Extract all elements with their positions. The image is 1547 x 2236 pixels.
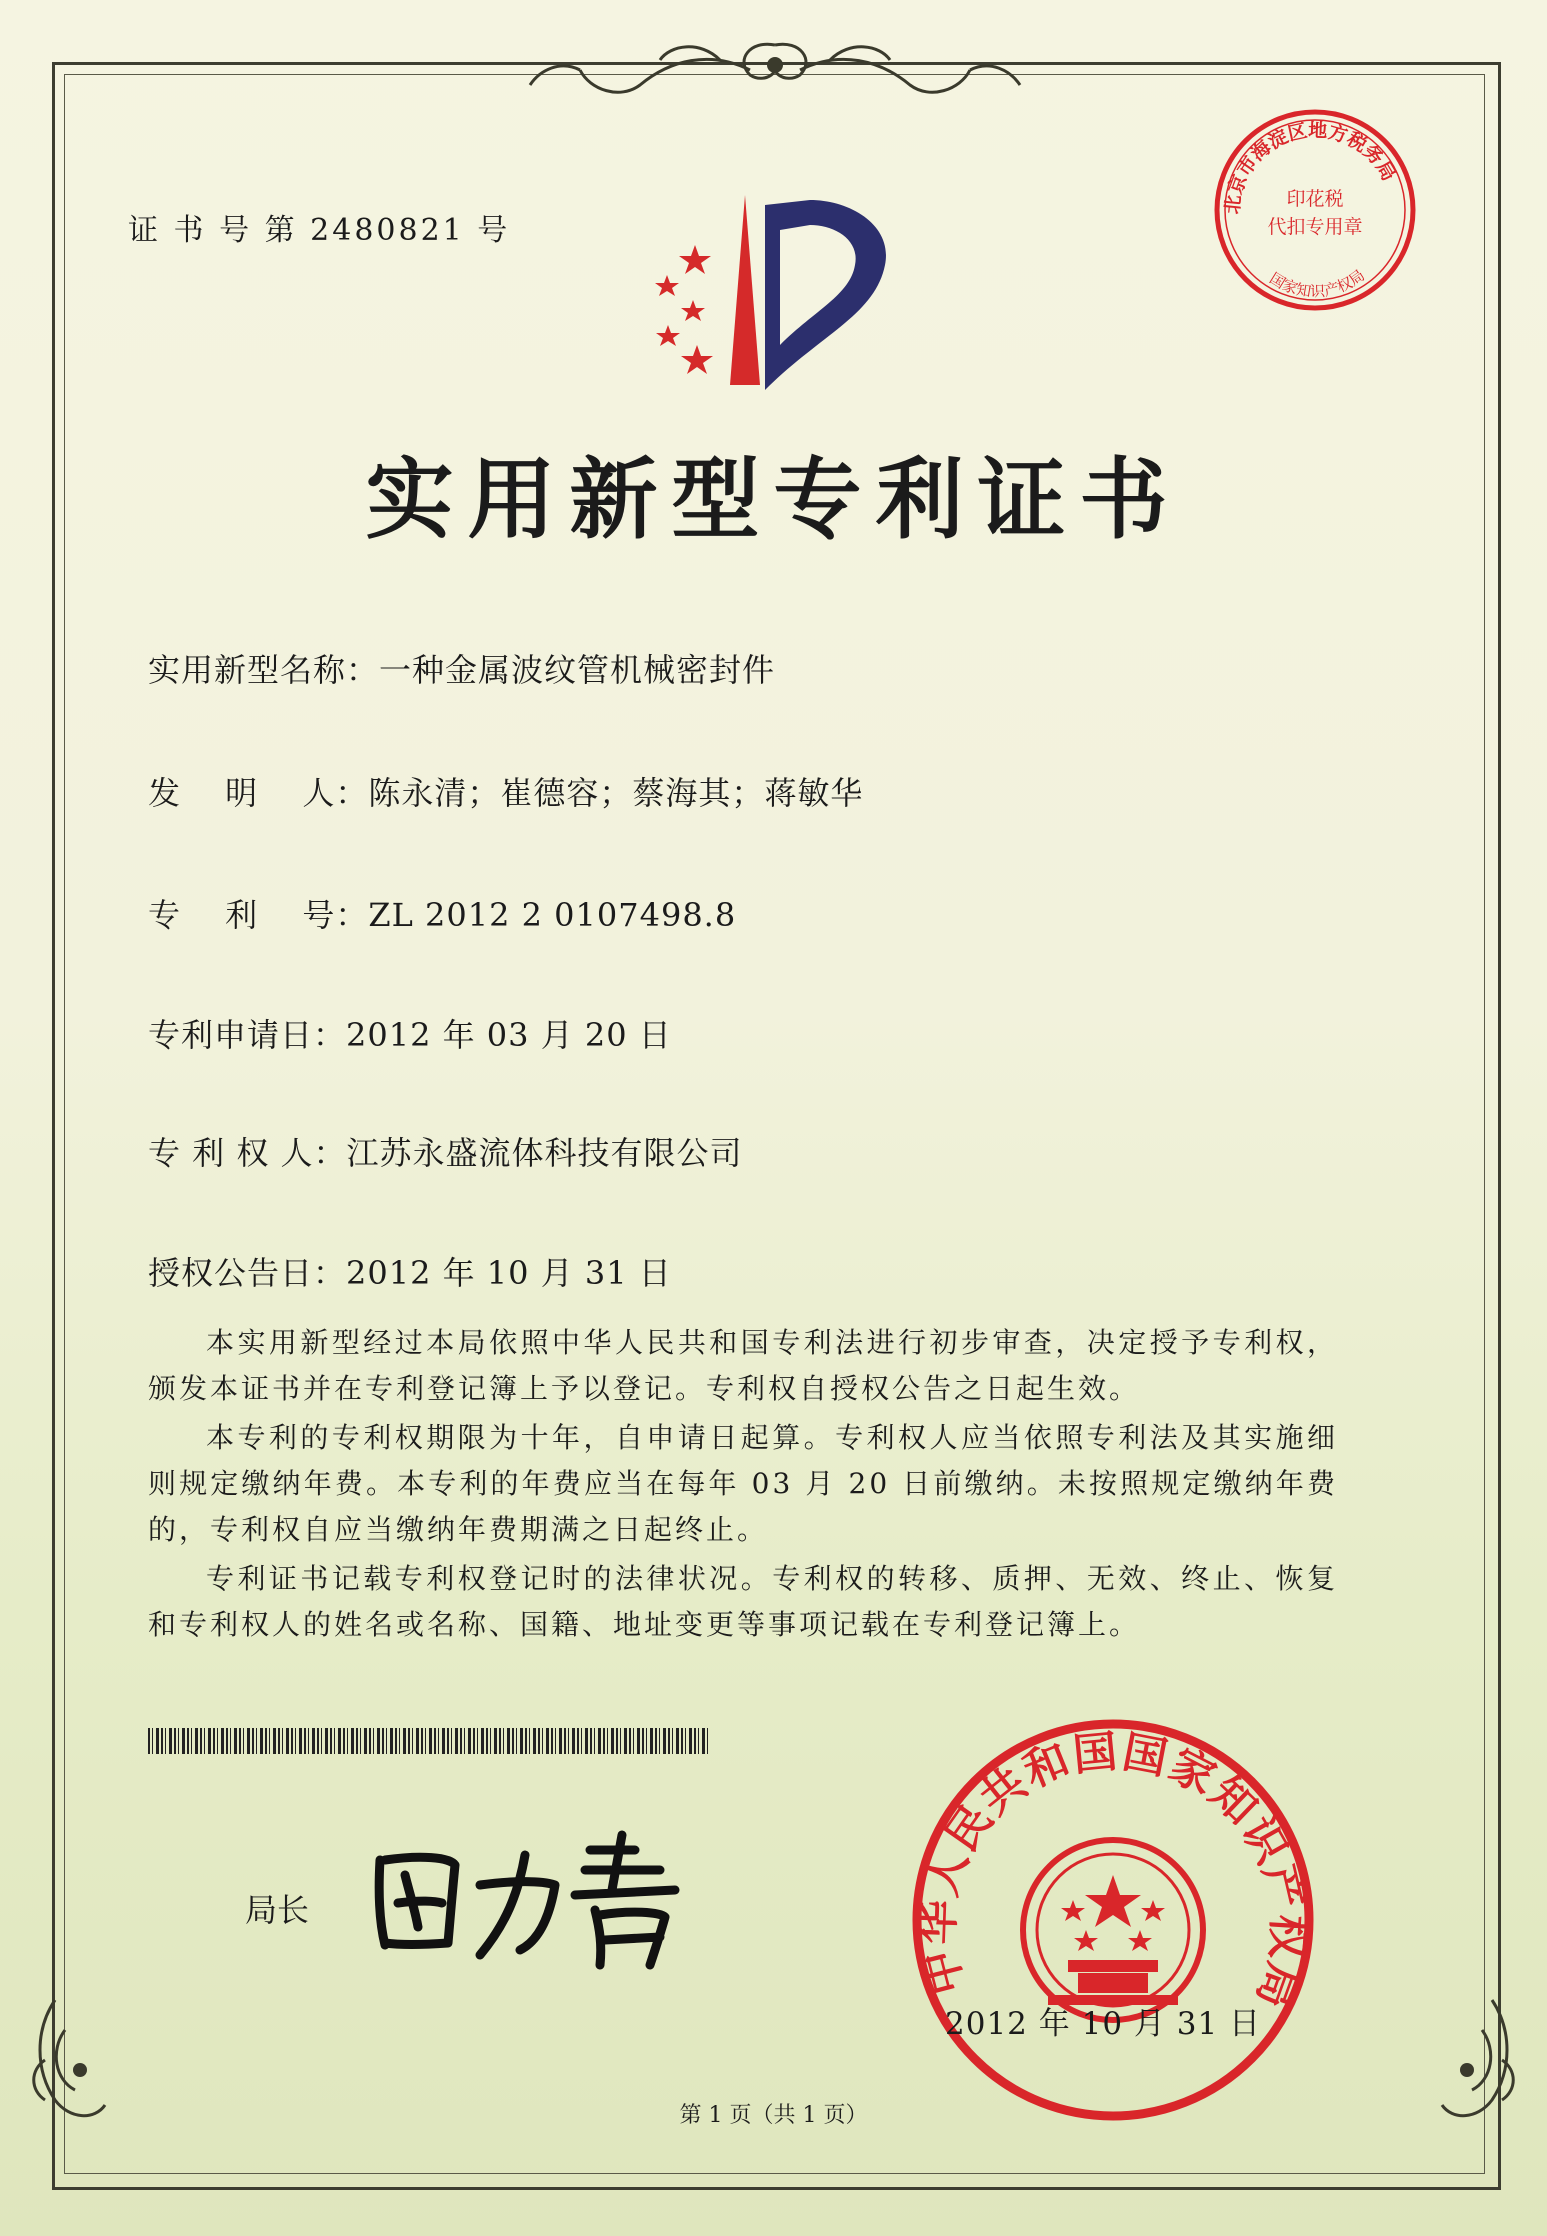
field-inventors [148, 768, 863, 814]
director-signature [360, 1815, 720, 1985]
body-paragraph-2: 本专利的专利权期限为十年，自申请日起算。专利权人应当依照专利法及其实施细则规定缴纳年费。本专利的年费应当在每年 03 月 20 日前缴纳。未按照规定缴纳年费的，专利权自应当缴纳年费期满之日起终止。 [148, 1421, 1338, 1546]
barcode [148, 1728, 708, 1754]
field-label: 发 明 人： [148, 774, 369, 812]
issue-date: 2012 年 10 月 31 日 [945, 2006, 1262, 2042]
tax-stamp-line1: 印花税 [1286, 188, 1344, 210]
field-utility-model-name [148, 645, 775, 691]
field-value: 2012 年 10 月 31 日 [346, 1254, 672, 1292]
patent-office-emblem-icon [635, 185, 905, 400]
seal-ring-text: 中华人民共和国国家知识产权局 [912, 1726, 1315, 2017]
page-number: 第 1 页（共 1 页） [679, 2103, 868, 2128]
field-value: 一种金属波纹管机械密封件 [379, 651, 776, 689]
state-ip-office-seal [908, 1715, 1318, 2125]
body-paragraph-3: 专利证书记载专利权登记时的法律状况。专利权的转移、质押、无效、终止、恢复和专利权人的姓名或名称、国籍、地址变更等事项记载在专利登记簿上。 [148, 1562, 1338, 1641]
field-label: 专利申请日： [148, 1016, 347, 1054]
tax-stamp-bottom-text: 国家知识产权局 [1266, 266, 1369, 301]
field-label: 专 利 号： [148, 896, 369, 934]
tax-stamp-seal [1210, 105, 1420, 315]
tax-stamp-ring-text: 北京市海淀区地方税务局 [1221, 119, 1400, 216]
certificate-body [148, 1320, 1338, 1651]
field-value: 江苏永盛流体科技有限公司 [346, 1134, 743, 1172]
body-paragraph-1: 本实用新型经过本局依照中华人民共和国专利法进行初步审查，决定授予专利权，颁发本证书并在专利登记簿上予以登记。专利权自授权公告之日起生效。 [148, 1326, 1338, 1405]
field-application-date [148, 1010, 672, 1056]
top-ornament-icon [520, 30, 1030, 120]
field-value: 陈永清；崔德容；蔡海其；蒋敏华 [368, 774, 864, 812]
tax-stamp-line2: 代扣专用章 [1267, 216, 1363, 238]
field-value: 2012 年 03 月 20 日 [346, 1016, 672, 1054]
director-label: 局长 [245, 1891, 310, 1929]
field-label: 授权公告日： [148, 1254, 347, 1292]
svg-text:国家知识产权局 [1266, 266, 1368, 301]
field-label: 专 利 权 人： [148, 1134, 347, 1172]
field-value: ZL 2012 2 0107498.8 [368, 896, 737, 934]
field-patent-number [148, 890, 736, 936]
field-patentee [148, 1128, 743, 1174]
certificate-number: 证 书 号 第 2480821 号 [128, 213, 511, 248]
certificate-title: 实用新型专利证书 [365, 448, 1182, 551]
field-label: 实用新型名称： [148, 651, 380, 689]
field-grant-date [148, 1248, 672, 1294]
national-emblem-icon [1023, 1840, 1203, 2020]
